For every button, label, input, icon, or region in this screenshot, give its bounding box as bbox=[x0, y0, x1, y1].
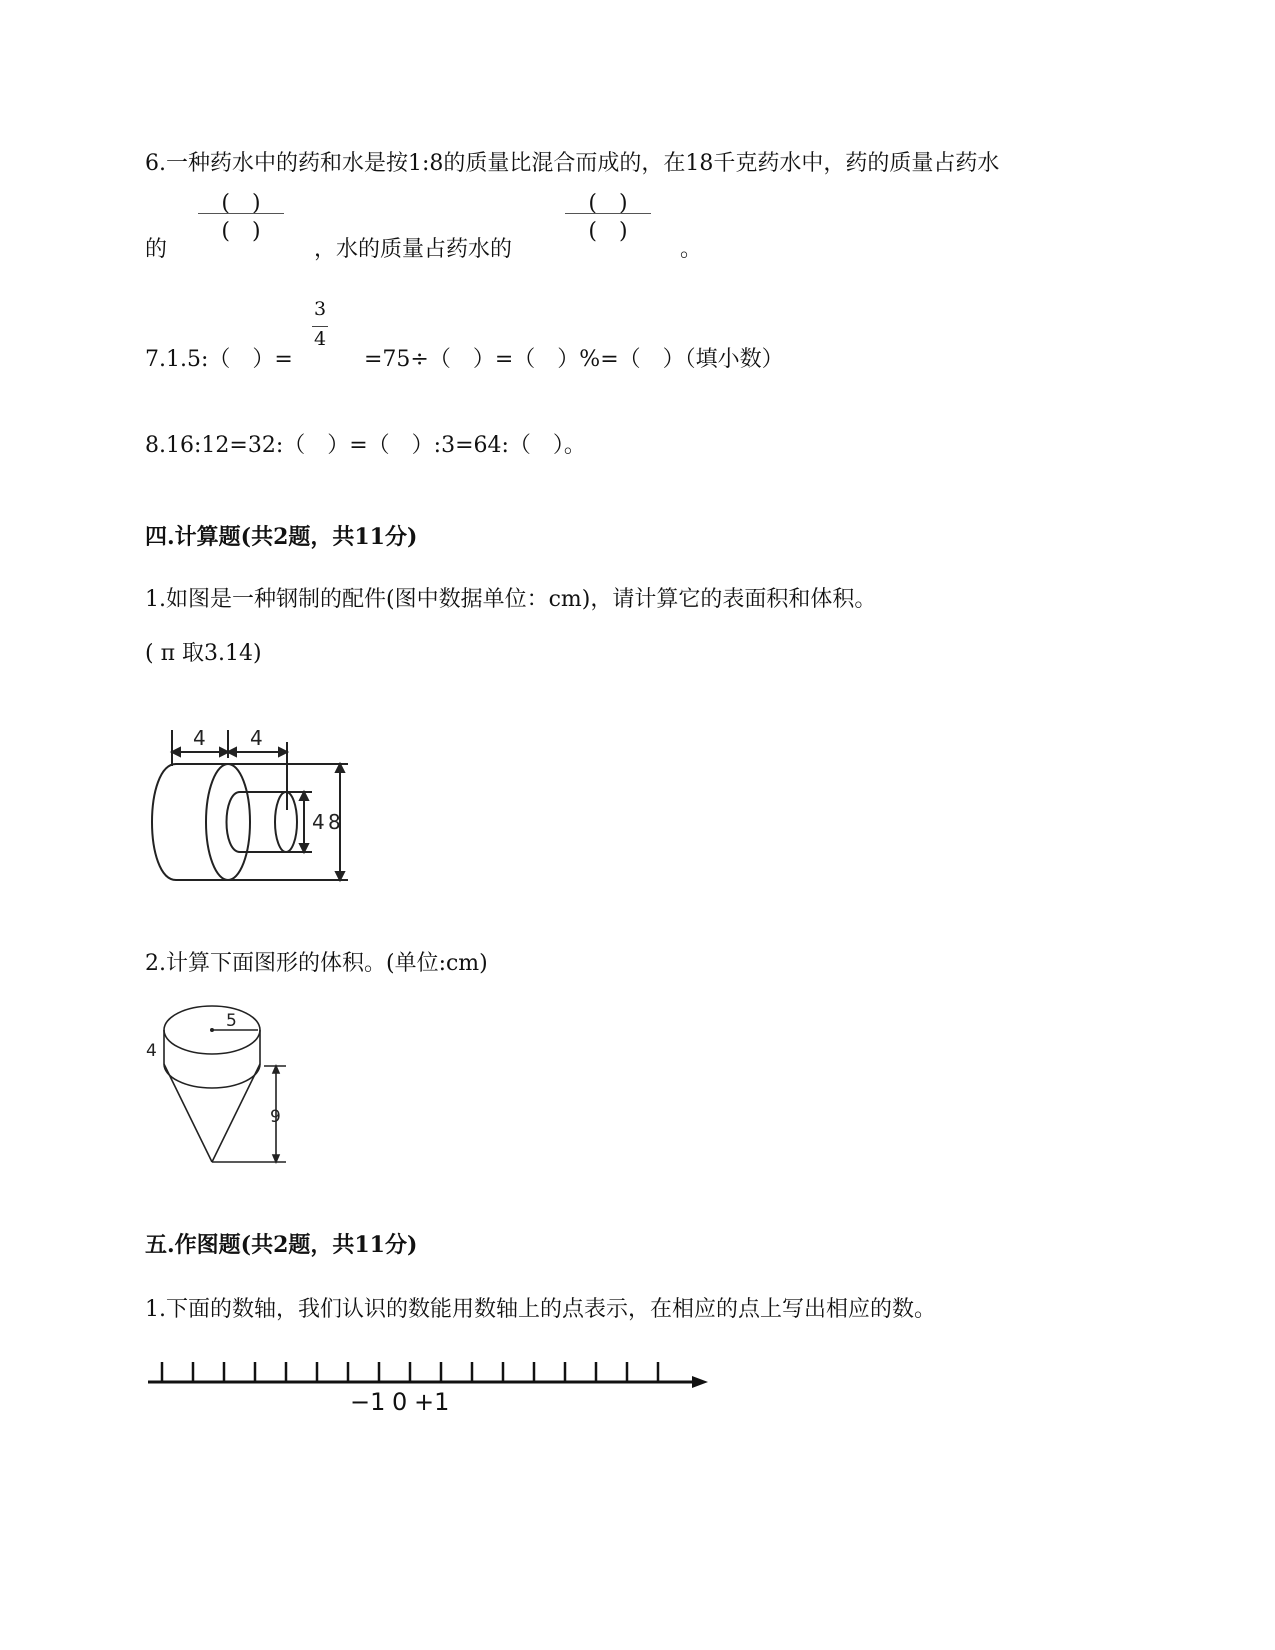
q7-fraction-three-quarters bbox=[305, 298, 335, 358]
q7-suffix: =75÷（ ）=（ ）%=（ ）（填小数） bbox=[364, 347, 784, 372]
blank-denominator[interactable]: ( ) bbox=[221, 219, 261, 244]
q6-line1: 6.一种药水中的药和水是按1:8的质量比混合而成的，在18千克药水中，药的质量占药水 bbox=[145, 151, 1000, 176]
q7-prefix: 7.1.5:（ ）= bbox=[145, 347, 293, 372]
blank-denominator[interactable]: ( ) bbox=[588, 219, 628, 244]
s4-q1-line2: ( π 取3.14) bbox=[145, 641, 262, 666]
steel-part-figure bbox=[140, 718, 370, 888]
fraction-numerator: 3 bbox=[313, 298, 327, 320]
blank-numerator[interactable]: ( ) bbox=[221, 191, 261, 216]
s5-q1-text: 1.下面的数轴，我们认识的数能用数轴上的点表示，在相应的点上写出相应的数。 bbox=[145, 1297, 936, 1322]
blank-numerator[interactable]: ( ) bbox=[588, 191, 628, 216]
radius-label: 5 bbox=[226, 1011, 237, 1031]
axis-label-zero: 0 bbox=[392, 1388, 408, 1416]
dim-label-inner-diameter: 4 bbox=[312, 810, 325, 834]
section5-title: 五.作图题(共2题，共11分) bbox=[145, 1232, 418, 1258]
dim-label-outer-diameter: 8 bbox=[328, 810, 341, 834]
dim-label-top-left: 4 bbox=[193, 726, 206, 750]
fraction-denominator: 4 bbox=[313, 328, 327, 350]
cone-height-label: 9 bbox=[270, 1107, 281, 1127]
s4-q1-line1: 1.如图是一种钢制的配件(图中数据单位：cm)，请计算它的表面积和体积。 bbox=[145, 587, 877, 612]
q6-blank-fraction-2[interactable] bbox=[565, 186, 651, 246]
arrow-head-icon bbox=[692, 1376, 708, 1388]
fraction-bar bbox=[312, 326, 328, 327]
s4-q2-text: 2.计算下面图形的体积。(单位:cm) bbox=[145, 951, 488, 976]
q6-prefix: 的 bbox=[145, 237, 168, 262]
number-line bbox=[140, 1352, 720, 1422]
section4-title: 四.计算题(共2题，共11分) bbox=[145, 524, 418, 550]
dim-label-top-right: 4 bbox=[250, 726, 263, 750]
cylinder-height-label: 4 bbox=[146, 1041, 157, 1061]
cylinder-cone-figure bbox=[140, 996, 300, 1176]
q6-middle: ，水的质量占药水的 bbox=[314, 237, 513, 262]
q6-end: 。 bbox=[680, 237, 703, 262]
axis-label-minus-one: −1 bbox=[350, 1388, 386, 1416]
axis-label-plus-one: +1 bbox=[414, 1388, 450, 1416]
q8-text: 8.16:12=32:（ ）=（ ）:3=64:（ ）。 bbox=[145, 433, 586, 458]
q6-blank-fraction-1[interactable] bbox=[198, 186, 284, 246]
